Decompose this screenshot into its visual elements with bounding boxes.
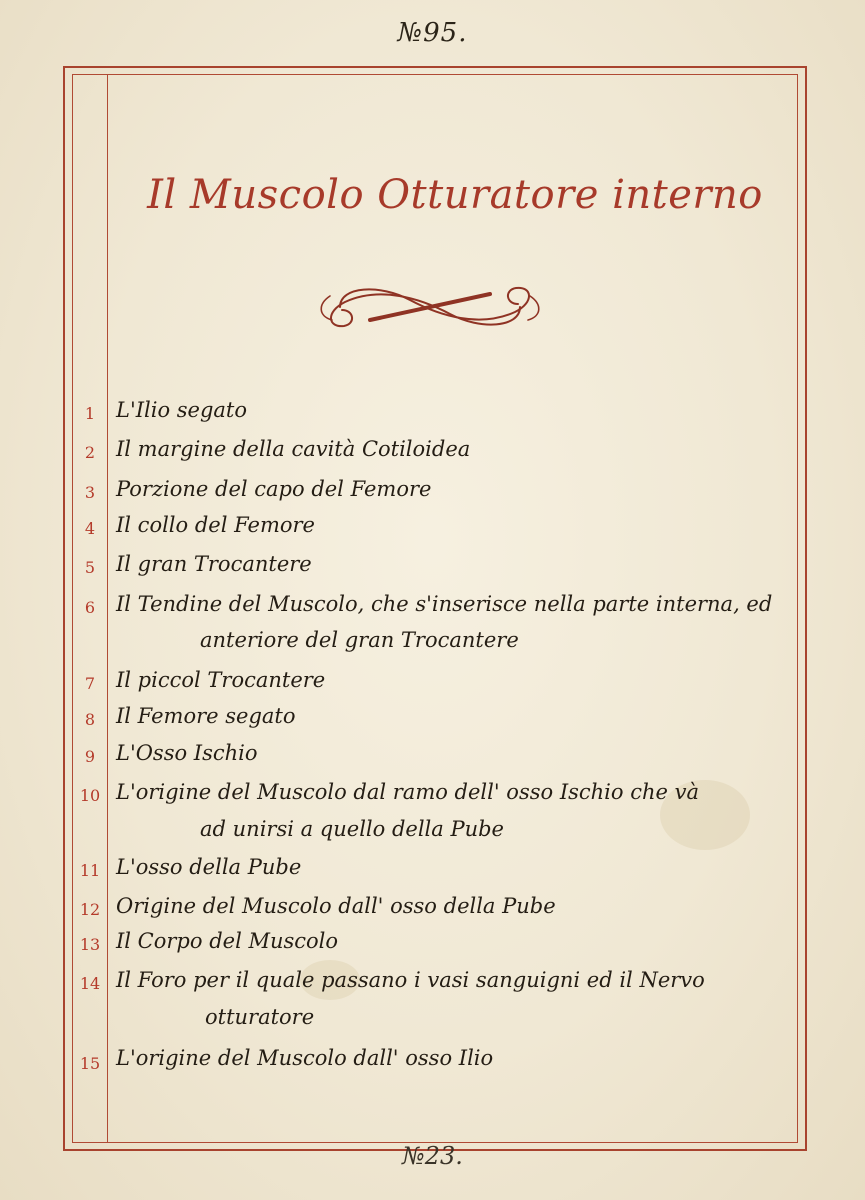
entry-number: 9: [84, 747, 96, 766]
entry-text: L'origine del Muscolo dal ramo dell' osso Ischio che và: [116, 780, 699, 804]
entry-number: 10: [79, 786, 101, 805]
entry-number: 4: [84, 519, 96, 538]
entry-number: 15: [79, 1054, 101, 1073]
entry-number: 14: [79, 974, 101, 993]
entry-continuation: anteriore del gran Trocantere: [200, 628, 519, 652]
entry-number: 1: [84, 404, 96, 423]
page-title: Il Muscolo Otturatore interno: [147, 172, 763, 218]
entry-text: Il Tendine del Muscolo, che s'inserisce nella parte interna, ed: [116, 592, 773, 616]
folio-number-top: №95.: [397, 18, 468, 48]
entry-number: 13: [79, 935, 101, 954]
entry-text: L'osso della Pube: [116, 855, 302, 879]
folio-number-bottom: №23.: [402, 1142, 463, 1170]
entry-text: Porzione del capo del Femore: [116, 477, 432, 501]
entry-text: L'Ilio segato: [116, 398, 248, 422]
entry-continuation: otturatore: [205, 1005, 315, 1029]
entry-number: 3: [84, 483, 96, 502]
entry-number: 12: [79, 900, 101, 919]
flourish-ornament: [310, 276, 550, 338]
entry-text: Il collo del Femore: [116, 513, 315, 537]
entry-text: Il Foro per il quale passano i vasi sanguigni ed il Nervo: [116, 968, 705, 992]
entry-text: Il piccol Trocantere: [116, 668, 326, 692]
entry-text: Il gran Trocantere: [116, 552, 312, 576]
margin-rule: [107, 74, 108, 1143]
entry-text: Il margine della cavità Cotiloidea: [116, 437, 471, 461]
entry-number: 5: [84, 558, 96, 577]
entry-number: 11: [79, 861, 101, 880]
entry-continuation: ad unirsi a quello della Pube: [200, 817, 504, 841]
entry-number: 2: [84, 443, 96, 462]
entry-number: 8: [84, 710, 96, 729]
entry-text: Il Corpo del Muscolo: [116, 929, 339, 953]
entry-number: 7: [84, 674, 96, 693]
entry-text: Origine del Muscolo dall' osso della Pube: [116, 894, 556, 918]
entry-number: 6: [84, 598, 96, 617]
entry-text: L'Osso Ischio: [116, 741, 258, 765]
entry-text: Il Femore segato: [116, 704, 296, 728]
entry-text: L'origine del Muscolo dall' osso Ilio: [116, 1046, 494, 1070]
